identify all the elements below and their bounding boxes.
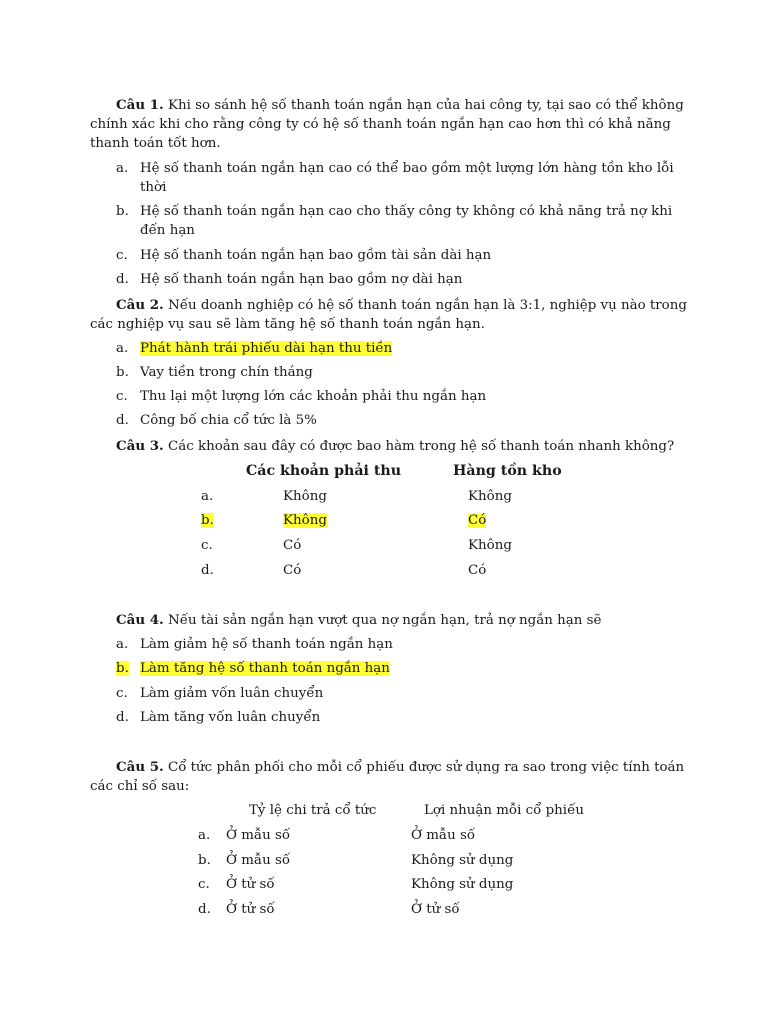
q3-row-b-letter-highlight: b. [201,513,214,528]
q1-option-c-letter: c. [116,248,128,263]
q5-row-a-c1: Ở mẫu số [226,828,291,843]
q3-row-a-letter: a. [201,489,214,504]
q5-col-payout-ratio: Tỷ lệ chi trả cổ tức [249,803,377,818]
q3-col-receivables: Các khoản phải thu [246,463,402,479]
q2-option-b-letter: b. [116,365,129,380]
q2-line-2: các nghiệp vụ sau sẽ làm tăng hệ số thanh toán ngắn hạn. [90,317,485,332]
q4-option-d-text: Làm tăng vốn luân chuyển [140,710,321,725]
q4-option-b-letter-highlight: b. [116,661,129,676]
q5-row-a-letter: a. [198,828,211,843]
q2-option-a-letter: a. [116,341,129,356]
q5-row-c-letter: c. [198,877,210,892]
q5-row-d-c2: Ở tử số [411,902,460,917]
q1-number: Câu 1. [116,97,164,113]
q1-line-2: chính xác khi cho rằng công ty có hệ số thanh toán ngắn hạn cao hơn thì có khả năng [90,117,671,132]
q1-text-1: Khi so sánh hệ số thanh toán ngắn hạn của hai công ty, tại sao có thể không [167,98,684,113]
q3-line-1 [90,437,677,456]
q3-col-inventory: Hàng tồn kho [453,463,562,479]
q5-row-d-c1: Ở tử số [226,902,275,917]
q1-option-b-letter: b. [116,204,129,219]
q1-option-d-letter: d. [116,272,129,287]
q3-number: Câu 3. [116,438,164,454]
q2-line-1 [90,296,687,315]
q3-row-b-letter [201,511,214,530]
q5-row-d-letter: d. [198,902,211,917]
q2-option-d-text: Công bố chia cổ tức là 5% [140,413,317,428]
q2-text-1: Nếu doanh nghiệp có hệ số thanh toán ngắn hạn là 3:1, nghiệp vụ nào trong [167,298,687,313]
q3-row-c-letter: c. [201,538,213,553]
q3-row-b-c1 [283,511,327,530]
q4-option-d-letter: d. [116,710,129,725]
q1-option-a-text: Hệ số thanh toán ngắn hạn cao có thể bao gồm một lượng lớn hàng tồn kho lỗi [140,161,674,176]
q4-option-a-text: Làm giảm hệ số thanh toán ngắn hạn [140,637,393,652]
q1-line-1 [90,96,684,115]
q5-row-a-c2: Ở mẫu số [411,828,476,843]
q3-row-b-c2-highlight: Có [468,513,487,528]
q5-line-2: các chỉ số sau: [90,779,190,794]
q4-option-b-letter [116,659,129,678]
q1-option-b-text-2: đến hạn [140,223,195,238]
q2-option-c-letter: c. [116,389,128,404]
q1-option-d-text: Hệ số thanh toán ngắn hạn bao gồm nợ dài hạn [140,272,463,287]
q2-number: Câu 2. [116,297,164,313]
q3-row-d-c1: Có [283,563,302,578]
q3-row-d-letter: d. [201,563,214,578]
q4-option-a-letter: a. [116,637,129,652]
q5-row-c-c2: Không sử dụng [411,877,514,892]
q3-row-b-c2 [468,511,486,530]
q3-row-c-c1: Có [283,538,302,553]
q2-option-c-text: Thu lại một lượng lớn các khoản phải thu ngắn hạn [140,389,487,404]
q4-option-c-letter: c. [116,686,128,701]
q3-text: Các khoản sau đây có được bao hàm trong hệ số thanh toán nhanh không? [167,439,675,454]
q3-row-a-c2: Không [468,489,512,504]
q5-number: Câu 5. [116,759,164,775]
q2-option-a-highlight: Phát hành trái phiếu dài hạn thu tiền [140,341,393,356]
q5-row-c-c1: Ở tử số [226,877,275,892]
q1-line-3: thanh toán tốt hơn. [90,136,221,151]
q3-row-b-c1-highlight: Không [283,513,327,528]
q5-row-b-c1: Ở mẫu số [226,853,291,868]
q2-option-a-text [140,339,392,358]
q5-row-b-c2: Không sử dụng [411,853,514,868]
q1-option-c-text: Hệ số thanh toán ngắn hạn bao gồm tài sản dài hạn [140,248,492,263]
q4-option-b-highlight: Làm tăng hệ số thanh toán ngắn hạn [140,661,390,676]
q1-option-a-letter: a. [116,161,129,176]
q3-row-d-c2: Có [468,563,487,578]
q5-row-b-letter: b. [198,853,211,868]
q1-option-b-text: Hệ số thanh toán ngắn hạn cao cho thấy công ty không có khả năng trả nợ khi [140,204,673,219]
q4-option-b-text [140,659,390,678]
q2-option-b-text: Vay tiền trong chín tháng [140,365,313,380]
q5-text-1: Cổ tức phân phối cho mỗi cổ phiếu được sử dụng ra sao trong việc tính toán [167,760,685,775]
q3-row-a-c1: Không [283,489,327,504]
q4-line-1 [90,611,677,630]
q5-line-1 [90,758,685,777]
q2-option-d-letter: d. [116,413,129,428]
q5-col-eps: Lợi nhuận mỗi cổ phiếu [424,803,584,818]
q1-option-a-text-2: thời [140,180,167,195]
q4-text: Nếu tài sản ngắn hạn vượt qua nợ ngắn hạn, trả nợ ngắn hạn sẽ [167,613,602,628]
q3-row-c-c2: Không [468,538,512,553]
q4-option-c-text: Làm giảm vốn luân chuyển [140,686,324,701]
q4-number: Câu 4. [116,612,164,628]
